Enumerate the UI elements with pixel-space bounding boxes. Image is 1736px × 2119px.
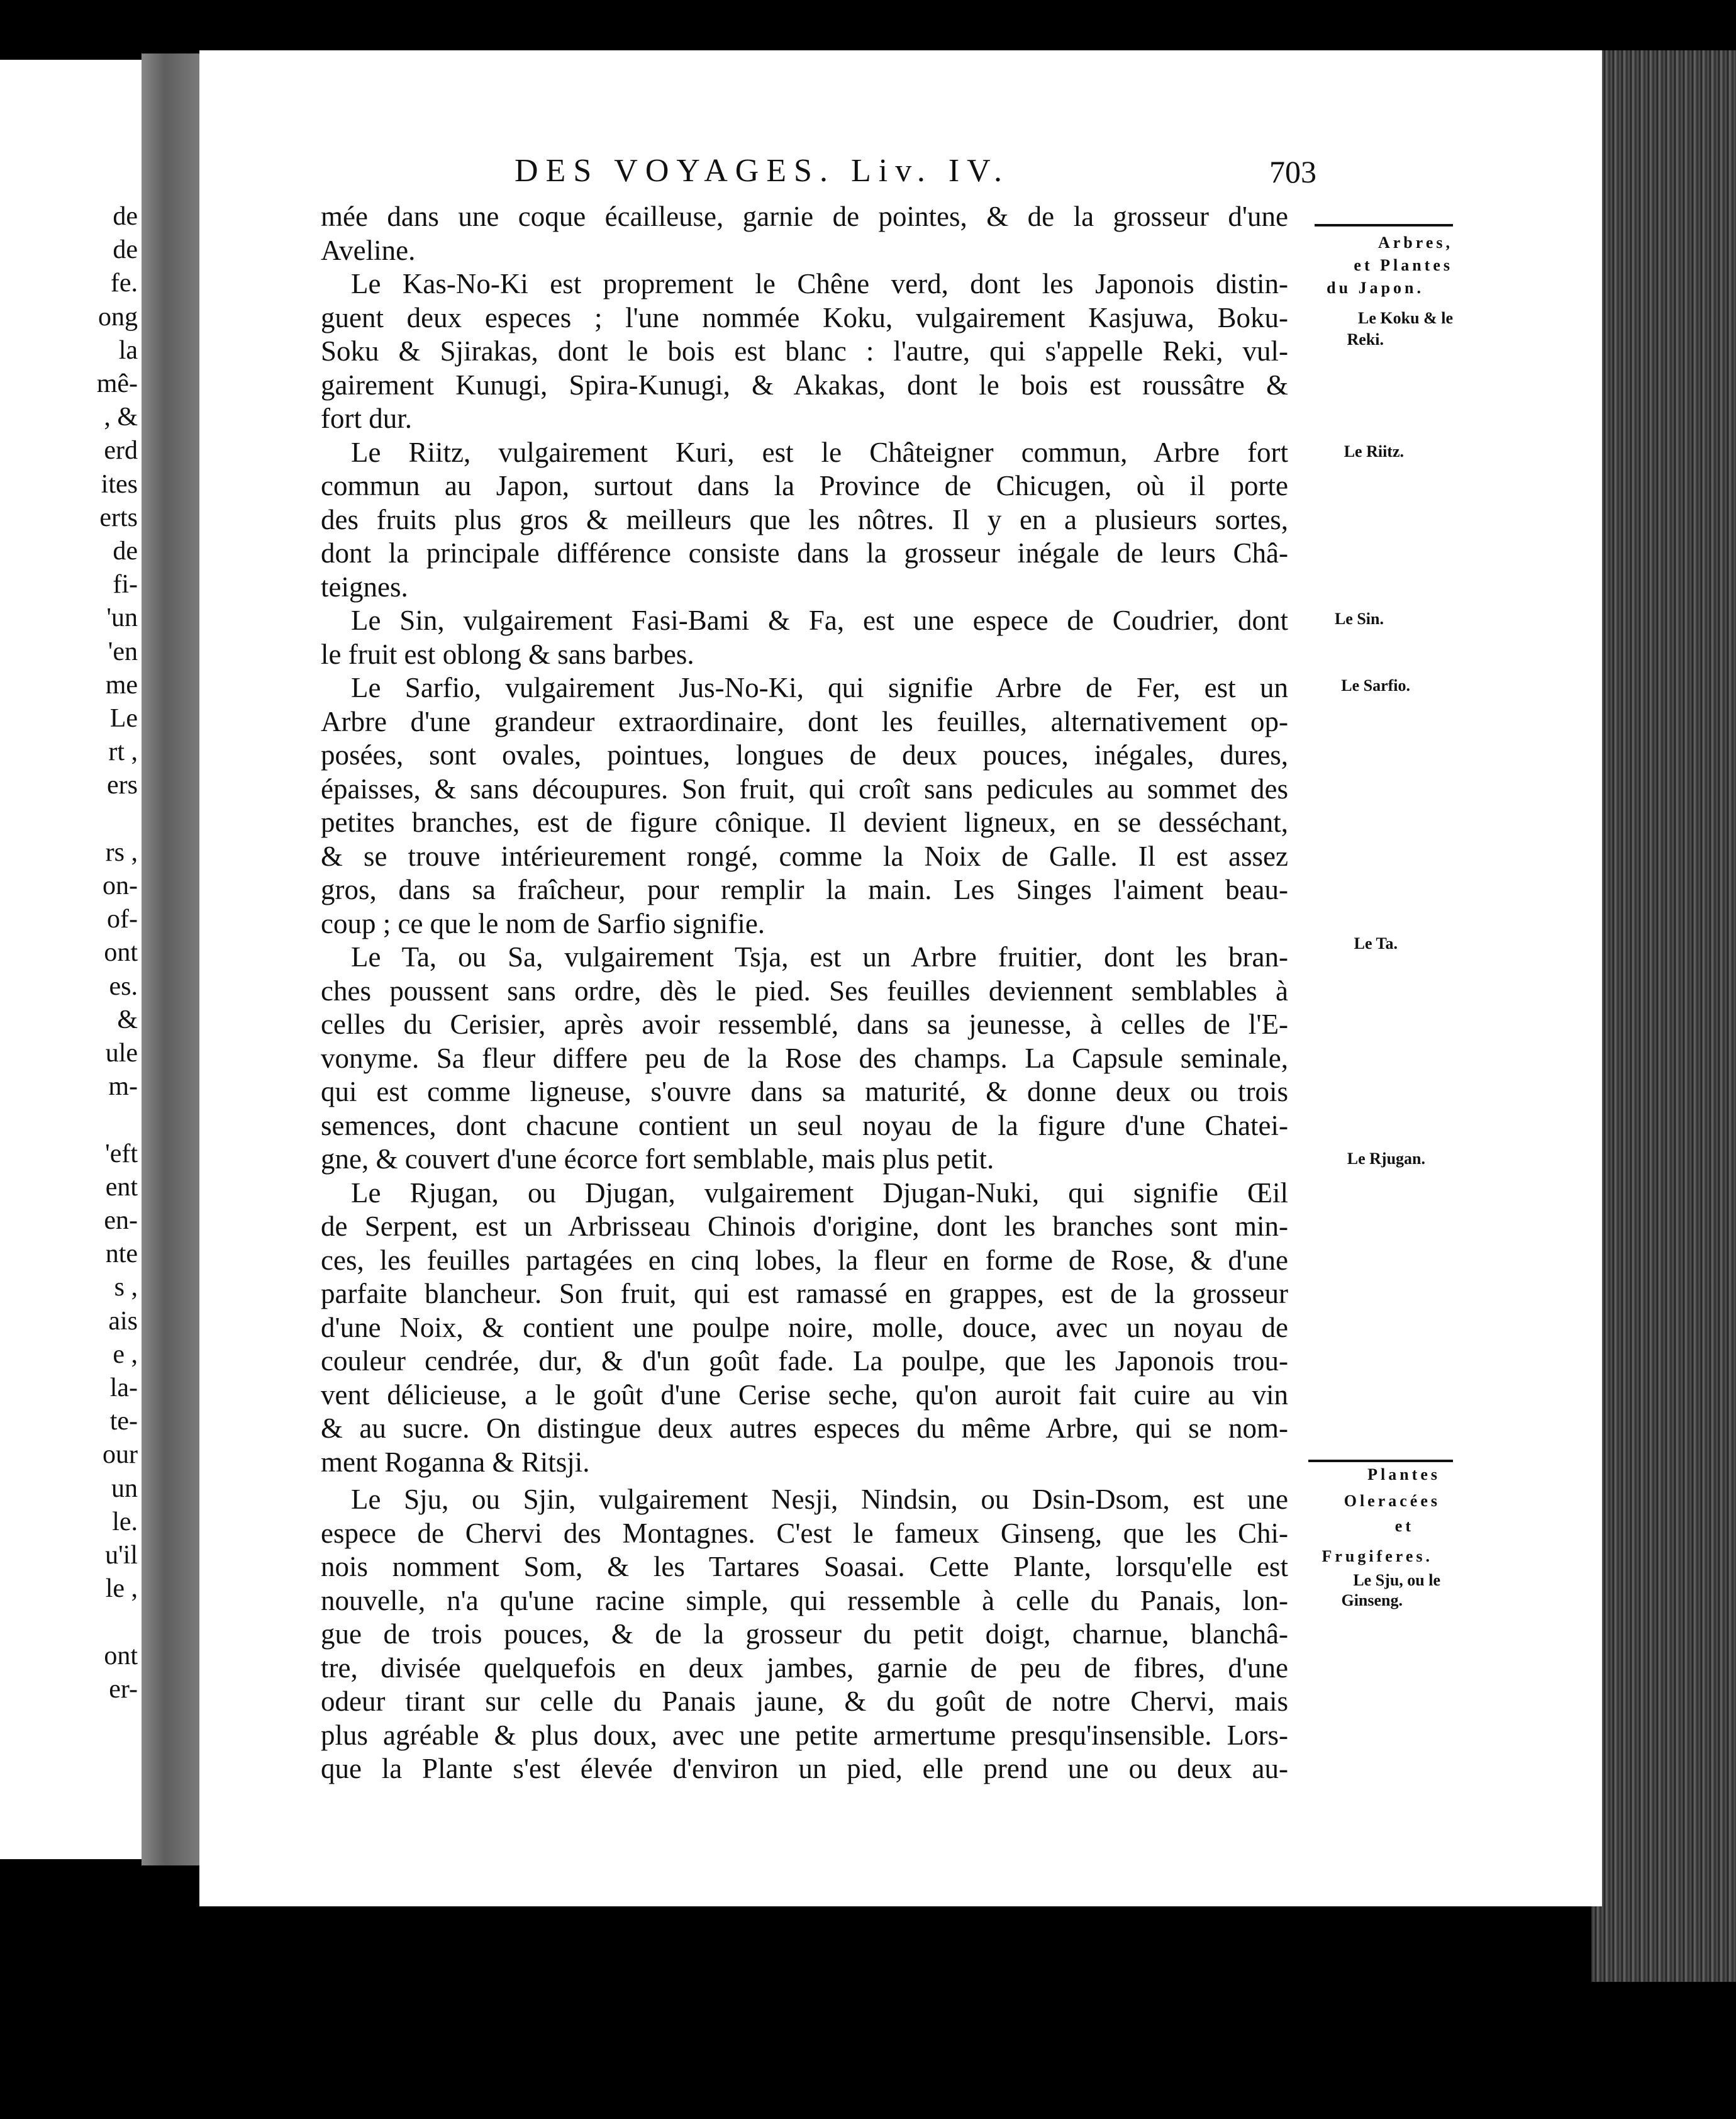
text-line: Arbre d'une grandeur extraordinaire, dont les feuilles, alternativement op- (321, 705, 1288, 737)
facing-page-fragment-line: on- (103, 871, 138, 900)
margin-rule (1315, 224, 1453, 226)
text-line: parfaite blancheur. Son fruit, qui est ramassé en grappes, est de la grosseur (321, 1278, 1288, 1309)
book-fore-edge (1591, 50, 1736, 1982)
facing-page-fragment-line: e , (113, 1339, 138, 1369)
text-line: ches poussent sans ordre, dès le pied. Ses feuilles deviennent semblables à (321, 975, 1288, 1007)
text-line: épaisses, & sans découpures. Son fruit, qui croît sans pedicules au sommet des (321, 773, 1288, 805)
facing-page-fragment-line: fe. (110, 269, 138, 298)
text-line: nois nomment Som, & les Tartares Soasai. Cette Plante, lorsqu'elle est (321, 1551, 1288, 1582)
margin-heading-plantes-2: Plantes (1367, 1465, 1440, 1484)
text-line: guent deux especes ; l'une nommée Koku, vulgairement Kasjuwa, Boku- (321, 301, 1288, 333)
text-line: qui est comme ligneuse, s'ouvre dans sa maturité, & donne deux ou trois (321, 1076, 1288, 1107)
facing-page-fragment-line: en- (104, 1206, 138, 1235)
facing-page-fragment-line: 'en (108, 637, 138, 666)
facing-page-fragment-line: our (103, 1440, 138, 1470)
margin-note-koku: Le Koku & le (1358, 309, 1453, 327)
facing-page-fragment-line: la (118, 335, 138, 365)
facing-page-fragment-line: rt , (108, 737, 138, 767)
text-line: teignes. (321, 571, 408, 603)
facing-page-fragment-line: la- (109, 1373, 138, 1402)
facing-page-fragment-line: rs , (105, 837, 138, 867)
running-head: DES VOYAGES. Liv. IV. (515, 153, 1010, 189)
gutter-shadow (142, 53, 199, 1865)
facing-page-fragment-line: m- (108, 1072, 138, 1102)
text-line: ment Roganna & Ritsji. (321, 1446, 590, 1478)
text-line: Le Sin, vulgairement Fasi-Bami & Fa, est une espece de Coudrier, dont (351, 605, 1288, 636)
text-line: Le Sarfio, vulgairement Jus-No-Ki, qui signifie Arbre de Fer, est un (351, 672, 1288, 703)
text-line: odeur tirant sur celle du Panais jaune, & du goût de notre Chervi, mais (321, 1686, 1288, 1717)
facing-page-fragment-line: mê- (96, 369, 138, 398)
facing-page-fragment-line: te- (109, 1407, 138, 1436)
facing-page-fragment-line: u'il (105, 1541, 138, 1570)
main-text-block (321, 200, 1288, 1786)
text-line: mée dans une coque écailleuse, garnie de pointes, & de la grosseur d'une (321, 201, 1288, 232)
text-line: des fruits plus gros & meilleurs que les nôtres. Il y en a plusieurs sortes, (321, 503, 1288, 535)
text-line: que la Plante s'est élevée d'environ un pied, elle prend une ou deux au- (321, 1753, 1288, 1784)
margin-note-sin: Le Sin. (1334, 610, 1384, 628)
text-line: plus agréable & plus doux, avec une petite armertume presqu'insensible. Lors- (321, 1719, 1288, 1751)
facing-page-fragment-line: le. (112, 1507, 138, 1536)
facing-page-fragment-line: er- (109, 1674, 138, 1704)
margin-heading-frugiferes: Frugiferes. (1321, 1547, 1433, 1565)
text-line: gue de trois pouces, & de la grosseur du petit doigt, charnue, blanchâ- (321, 1618, 1288, 1650)
text-line: Le Riitz, vulgairement Kuri, est le Châteigner commun, Arbre fort (351, 436, 1288, 468)
facing-page-fragment-line: 'eft (105, 1139, 138, 1168)
margin-heading-oleracees: Oleracées (1344, 1492, 1440, 1510)
text-line: ces, les feuilles partagées en cinq lobes, la fleur en forme de Rose, & d'une (321, 1244, 1288, 1276)
facing-page-fragment (0, 60, 142, 1859)
facing-page-fragment-line: of- (107, 905, 138, 934)
facing-page-fragment-line: ont (104, 938, 138, 968)
text-line: fort dur. (321, 403, 412, 434)
facing-page-fragment-line: s , (114, 1273, 138, 1302)
text-line: de Serpent, est un Arbrisseau Chinois d'origine, dont les branches sont min- (321, 1210, 1288, 1242)
facing-page-fragment-line: ont (104, 1641, 138, 1670)
margin-heading-japon: du Japon. (1327, 279, 1424, 297)
text-line: vonyme. Sa fleur differe peu de la Rose des champs. La Capsule seminale, (321, 1042, 1288, 1074)
text-line: Le Rjugan, ou Djugan, vulgairement Djugan-Nuki, qui signifie Œil (351, 1177, 1288, 1209)
margin-note-riitz: Le Riitz. (1344, 442, 1404, 461)
text-line: nouvelle, n'a qu'une racine simple, qui ressemble à celle du Panais, lon- (321, 1584, 1288, 1616)
text-line: gros, dans sa fraîcheur, pour remplir la main. Les Singes l'aiment beau- (321, 874, 1288, 905)
facing-page-fragment-line: ent (105, 1172, 138, 1202)
facing-page-fragment-line: de (113, 537, 138, 566)
facing-page-fragment-line: le , (105, 1574, 138, 1604)
margin-heading-et: et (1394, 1517, 1414, 1535)
text-line: semences, dont chacune contient un seul noyau de la figure d'une Chatei- (321, 1109, 1288, 1141)
text-line: gne, & couvert d'une écorce fort semblable, mais plus petit. (321, 1143, 994, 1175)
facing-page-fragment-line: 'un (106, 603, 138, 633)
facing-page-fragment-line: ers (107, 771, 138, 800)
margin-note-ta: Le Ta. (1354, 934, 1398, 953)
margin-heading-arbres: Arbres, (1377, 233, 1453, 252)
facing-page-fragment-line: ites (101, 469, 138, 499)
facing-page-fragment-line: & (117, 1005, 138, 1034)
facing-page-fragment-line: erd (104, 436, 138, 466)
facing-page-fragment-line: ule (105, 1039, 138, 1068)
text-line: celles du Cerisier, après avoir ressemblé, dans sa jeunesse, à celles de l'E- (321, 1009, 1288, 1040)
text-line: & au sucre. On distingue deux autres especes du même Arbre, qui se nom- (321, 1412, 1288, 1444)
facing-page-fragment-line: Le (109, 704, 138, 733)
text-line: le fruit est oblong & sans barbes. (321, 638, 694, 670)
facing-page-fragment-line: me (105, 670, 138, 700)
margin-note-sju: Le Sju, ou le (1353, 1571, 1440, 1589)
facing-page-fragment-line: fi- (113, 570, 138, 600)
text-line: & se trouve intérieurement rongé, comme la Noix de Galle. Il est assez (321, 840, 1288, 872)
text-line: petites branches, est de figure cônique. Il devient ligneux, en se desséchant, (321, 807, 1288, 838)
facing-page-fragment-line: , & (104, 403, 138, 432)
facing-page-fragment-line: es. (109, 971, 138, 1001)
margin-note-ginseng: Ginseng. (1341, 1591, 1403, 1609)
facing-page-fragment-line: un (111, 1473, 138, 1503)
text-line: posées, sont ovales, pointues, longues de deux pouces, inégales, dures, (321, 739, 1288, 771)
text-line: espece de Chervi des Montagnes. C'est le fameux Ginseng, que les Chi- (321, 1517, 1288, 1549)
margin-note-sarfio: Le Sarfio. (1341, 676, 1410, 695)
text-line: Le Sju, ou Sjin, vulgairement Nesji, Nindsin, ou Dsin-Dsom, est une (351, 1484, 1288, 1515)
margin-heading-plantes: et Plantes (1354, 256, 1453, 274)
facing-page-fragment-line: ong (98, 302, 138, 332)
text-line: Le Kas-No-Ki est proprement le Chêne verd, dont les Japonois distin- (351, 268, 1288, 299)
text-line: coup ; ce que le nom de Sarfio signifie. (321, 907, 765, 939)
text-line: vent délicieuse, a le goût d'une Cerise seche, qu'on auroit fait cuire au vin (321, 1378, 1288, 1411)
margin-note-reki: Reki. (1347, 330, 1384, 349)
facing-page-fragment-line: nte (105, 1239, 138, 1269)
text-line: d'une Noix, & contient une poulpe noire, molle, douce, avec un noyau de (321, 1311, 1288, 1343)
facing-page-fragment-line: de (113, 202, 138, 231)
text-line: couleur cendrée, dur, & d'un goût fade. La poulpe, que les Japonois trou- (321, 1345, 1288, 1377)
facing-page-fragment-line: erts (99, 503, 138, 532)
margin-rule-lower (1308, 1460, 1453, 1462)
margin-note-rjugan: Le Rjugan. (1347, 1149, 1425, 1168)
text-line: dont la principale différence consiste dans la grosseur inégale de leurs Châ- (321, 537, 1288, 569)
facing-page-fragment-line: de (113, 235, 138, 265)
facing-page-fragment-line: ais (108, 1306, 138, 1336)
text-line: commun au Japon, surtout dans la Province de Chicugen, où il porte (321, 470, 1288, 501)
page-number: 703 (1269, 154, 1316, 189)
text-line: gairement Kunugi, Spira-Kunugi, & Akakas, dont le bois est roussâtre & (321, 369, 1288, 401)
text-line: tre, divisée quelquefois en deux jambes, garnie de peu de fibres, d'une (321, 1652, 1288, 1684)
text-line: Le Ta, ou Sa, vulgairement Tsja, est un Arbre fruitier, dont les bran- (351, 941, 1288, 973)
text-line: Soku & Sjirakas, dont le bois est blanc : l'autre, qui s'appelle Reki, vul- (321, 335, 1288, 367)
text-line: Aveline. (321, 234, 416, 266)
